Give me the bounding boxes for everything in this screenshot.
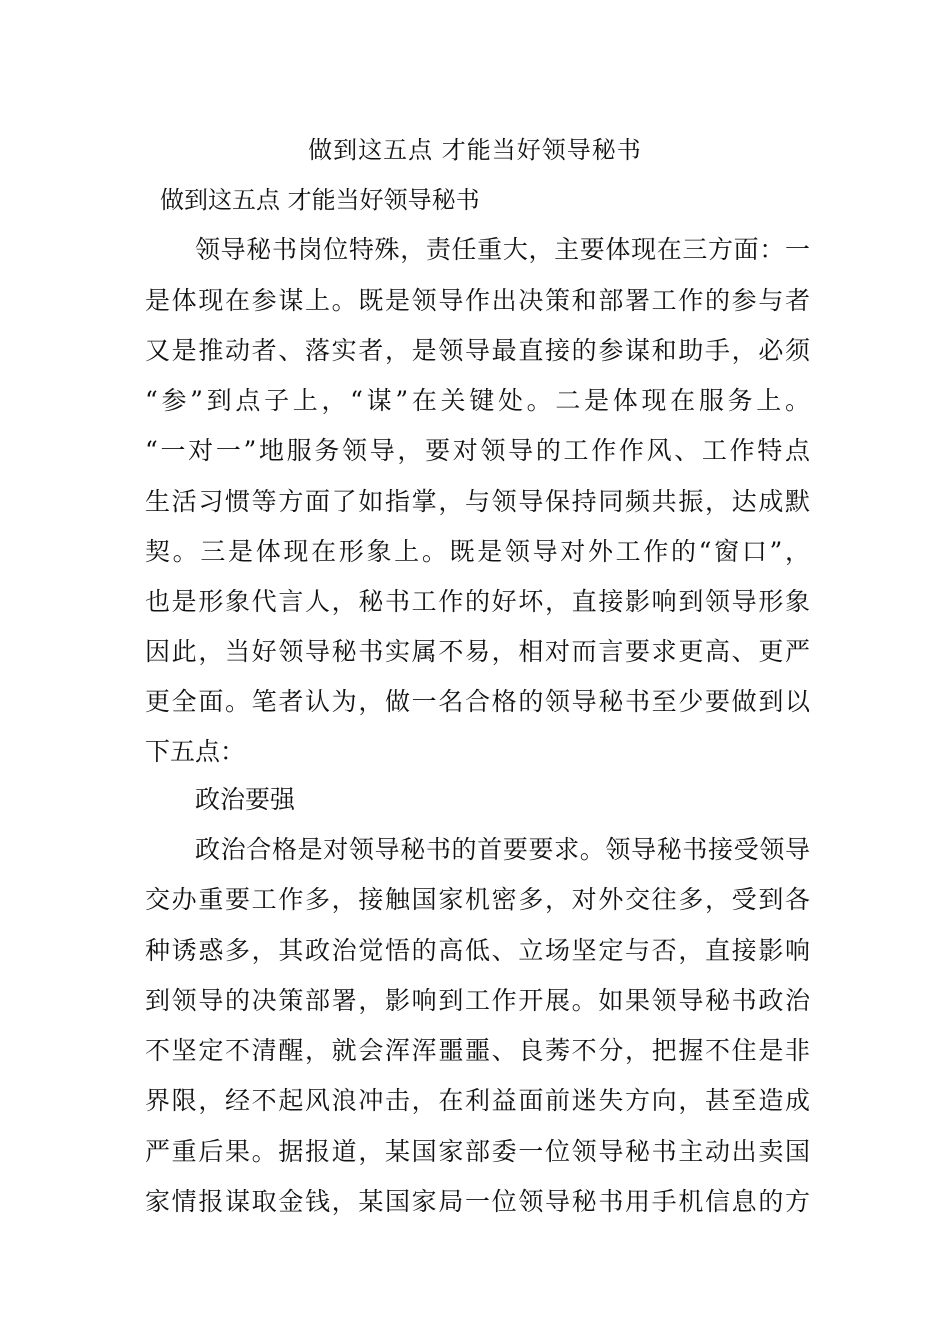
paragraph-line: 因此，当好领导秘书实属不易，相对而言要求更高、更严 xyxy=(145,637,810,666)
section-heading: 政治要强 xyxy=(195,785,296,814)
paragraph-line: 交办重要工作多，接触国家机密多，对外交往多，受到各 xyxy=(145,885,810,914)
paragraph-line: 生活习惯等方面了如指掌，与领导保持同频共振，达成默 xyxy=(145,487,810,516)
paragraph-line: 政治合格是对领导秘书的首要要求。领导秘书接受领导 xyxy=(195,835,810,864)
paragraph-line: 种诱惑多，其政治觉悟的高低、立场坚定与否，直接影响 xyxy=(145,936,810,965)
paragraph-line: 是体现在参谋上。既是领导作出决策和部署工作的参与者 xyxy=(145,286,810,315)
paragraph-line: 契。三是体现在形象上。既是领导对外工作的“窗口”， xyxy=(145,537,810,566)
paragraph-line: 也是形象代言人，秘书工作的好坏，直接影响到领导形象 xyxy=(145,587,810,616)
paragraph-line: 家情报谋取金钱，某国家局一位领导秘书用手机信息的方 xyxy=(145,1187,810,1216)
paragraph-line: “一对一”地服务领导，要对领导的工作作风、工作特点 xyxy=(145,436,810,465)
paragraph-line: “参”到点子上，“谋”在关键处。二是体现在服务上。 xyxy=(145,386,810,415)
paragraph-line: 下五点： xyxy=(145,737,246,766)
paragraph-line: 更全面。笔者认为，做一名合格的领导秘书至少要做到以 xyxy=(145,687,810,716)
paragraph-line: 界限，经不起风浪冲击，在利益面前迷失方向，甚至造成 xyxy=(145,1086,810,1115)
document-title: 做到这五点 才能当好领导秘书 xyxy=(308,136,642,164)
paragraph-line: 领导秘书岗位特殊，责任重大，主要体现在三方面：一 xyxy=(195,235,810,264)
paragraph-line: 严重后果。据报道，某国家部委一位领导秘书主动出卖国 xyxy=(145,1137,810,1166)
paragraph-line: 又是推动者、落实者，是领导最直接的参谋和助手，必须 xyxy=(145,336,810,365)
paragraph-line: 不坚定不清醒，就会浑浑噩噩、良莠不分，把握不住是非 xyxy=(145,1036,810,1065)
document-subtitle: 做到这五点 才能当好领导秘书 xyxy=(160,186,480,214)
paragraph-line: 到领导的决策部署，影响到工作开展。如果领导秘书政治 xyxy=(145,986,810,1015)
